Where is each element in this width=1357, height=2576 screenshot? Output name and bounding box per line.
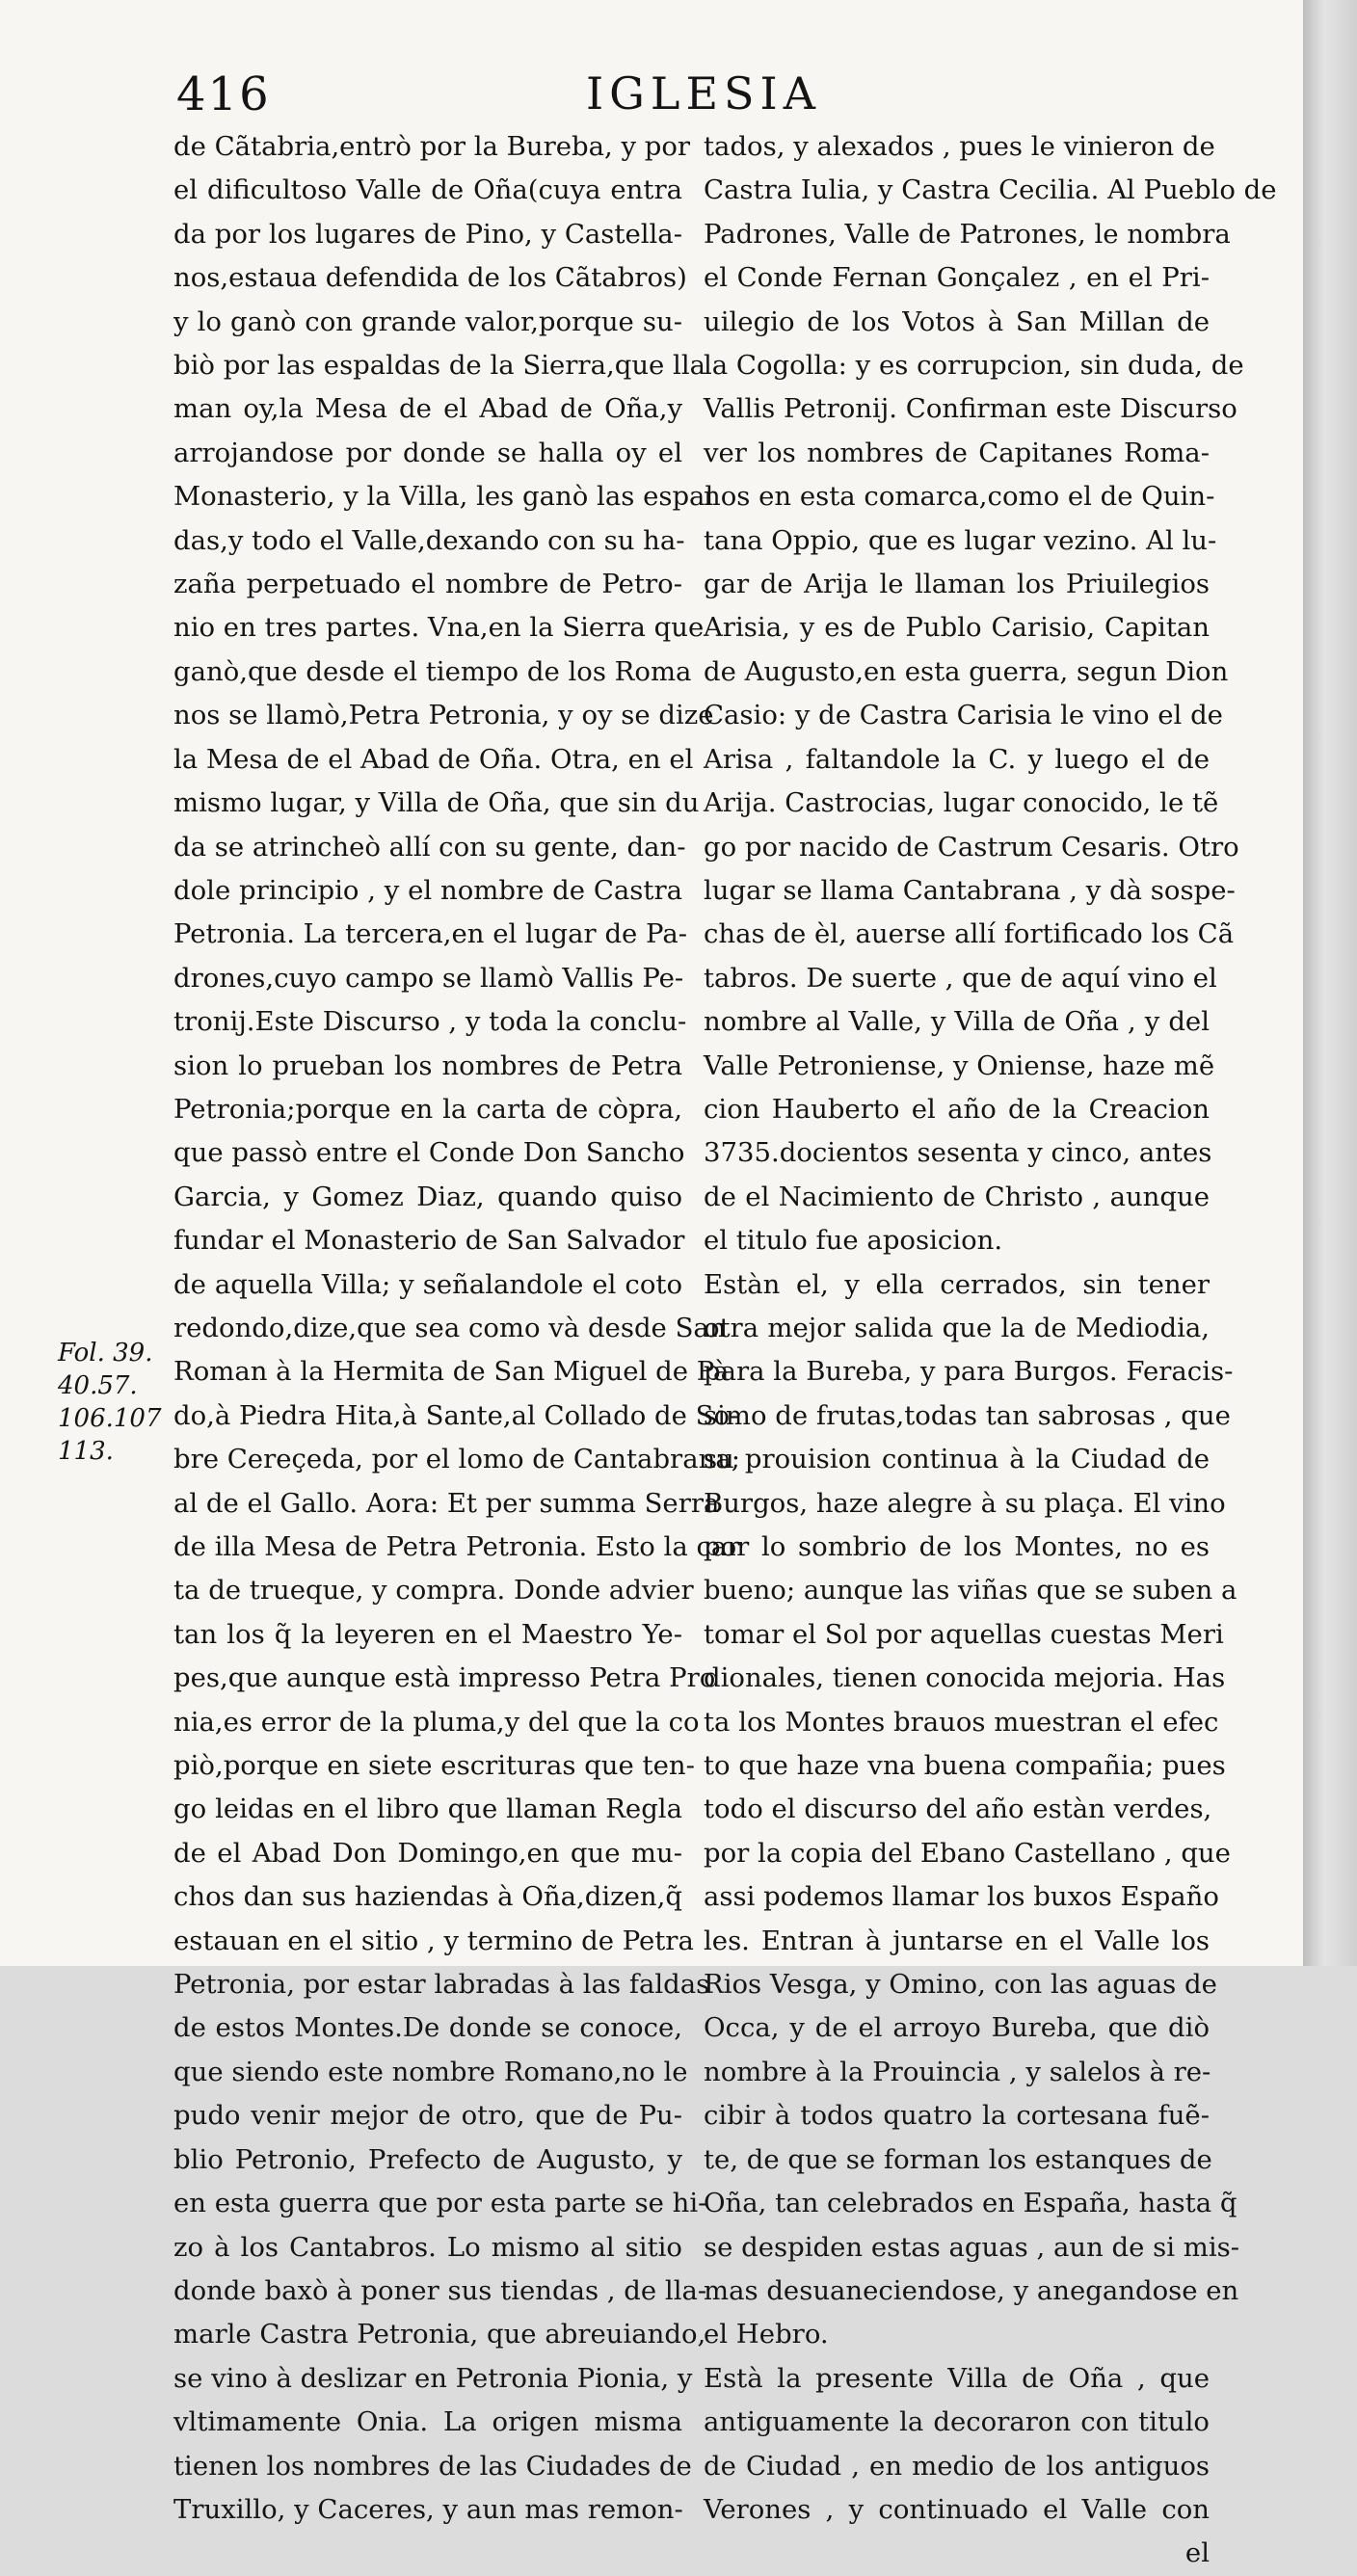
text-line: y lo ganò con grande valor,porque su-: [173, 305, 682, 337]
text-line: la Mesa de el Abad de Oña. Otra, en el: [173, 743, 694, 775]
text-line: Occa, y de el arroyo Bureba, que diò: [704, 2012, 1210, 2044]
text-line: 3735.docientos sesenta y cinco, antes: [704, 1137, 1212, 1169]
text-line: Està la presente Villa de Oña , que: [704, 2362, 1210, 2394]
text-line: donde baxò à poner sus tiendas , de lla-: [173, 2274, 707, 2306]
text-line: drones,cuyo campo se llamò Vallis Pe-: [173, 962, 684, 994]
text-line: Verones , y continuado el Valle con: [704, 2493, 1210, 2525]
text-line: se vino à deslizar en Petronia Pionia, y: [173, 2362, 693, 2394]
text-line: Burgos, haze alegre à su plaça. El vino: [704, 1487, 1226, 1519]
text-line: tana Oppio, que es lugar vezino. Al lu-: [704, 524, 1217, 556]
text-line: nio en tres partes. Vna,en la Sierra que: [173, 612, 705, 644]
text-line: sion lo prueban los nombres de Petra: [173, 1049, 682, 1081]
text-line: estauan en el sitio , y termino de Petra: [173, 1925, 694, 1956]
text-line: de Augusto,en esta guerra, segun Dion: [704, 655, 1229, 687]
text-line: tan los q̃ la leyeren en el Maestro Ye-: [173, 1618, 682, 1650]
text-line: Oña, tan celebrados en España, hasta q̃: [704, 2188, 1237, 2219]
text-line: de Ciudad , en medio de los antiguos: [704, 2450, 1210, 2482]
text-line: Valle Petroniense, y Oniense, haze mẽ: [704, 1049, 1215, 1081]
text-line: Vallis Petronij. Confirman este Discurso: [704, 393, 1237, 425]
text-line: de estos Montes.De donde se conoce,: [173, 2012, 682, 2044]
text-line: lugar se llama Cantabrana , y dà sospe-: [704, 874, 1236, 906]
text-line: en esta guerra que por esta parte se hi-: [173, 2188, 707, 2219]
text-line: dole principio , y el nombre de Castra: [173, 874, 682, 906]
margin-note: [58, 1438, 173, 1465]
text-line: da se atrincheò allí con su gente, dan-: [173, 831, 686, 863]
text-line: do,à Piedra Hita,à Sante,al Collado de So-: [173, 1399, 739, 1431]
text-line: ta de trueque, y compra. Donde advier: [173, 1575, 694, 1607]
text-line: mismo lugar, y Villa de Oña, que sin du: [173, 787, 700, 819]
text-line: chos dan sus haziendas à Oña,dizen,q̃: [173, 1881, 682, 1913]
text-line: te, de que se forman los estanques de: [704, 2143, 1212, 2175]
text-line: al de el Gallo. Aora: Et per summa Serra: [173, 1487, 720, 1519]
text-line: de el Abad Don Domingo,en que mu-: [173, 1837, 682, 1869]
left-text-column: [173, 125, 740, 2532]
margin-note-line: 40.57.: [58, 1371, 138, 1400]
catchword: el: [1184, 2537, 1210, 2569]
text-line: la Cogolla: y es corrupcion, sin duda, de: [704, 350, 1244, 382]
text-line: nos,estaua defendida de los Cãtabros): [173, 262, 687, 294]
text-line: otra mejor salida que la de Mediodia,: [704, 1312, 1210, 1343]
text-line: ta los Montes brauos muestran el efec: [704, 1706, 1219, 1738]
text-line: uilegio de los Votos à San Millan de: [704, 305, 1210, 337]
text-line: piò,porque en siete escrituras que ten-: [173, 1750, 695, 1782]
text-line: por lo sombrio de los Montes, no es: [704, 1531, 1210, 1562]
text-line: dionales, tienen conocida mejoria. Has: [704, 1662, 1226, 1694]
running-head: IGLESIA: [586, 67, 821, 120]
text-line: ver los nombres de Capitanes Roma-: [704, 437, 1210, 468]
text-line: pudo venir mejor de otro, que de Pu-: [173, 2100, 682, 2132]
text-line: por la copia del Ebano Castellano , que: [704, 1837, 1231, 1869]
right-text-column: [704, 125, 1277, 2576]
text-line: para la Bureba, y para Burgos. Feracis-: [704, 1356, 1234, 1388]
text-line: mas desuaneciendose, y anegandose en: [704, 2274, 1239, 2306]
text-line: Garcia, y Gomez Diaz, quando quiso: [173, 1181, 682, 1212]
text-line: de el Nacimiento de Christo , aunque: [704, 1181, 1210, 1212]
text-line: Arija. Castrocias, lugar conocido, le tẽ: [704, 787, 1219, 819]
text-line: assi podemos llamar los buxos Españo: [704, 1881, 1219, 1913]
text-line: tados, y alexados , pues le vinieron de: [704, 131, 1215, 162]
margin-note-line: 113.: [58, 1437, 114, 1466]
margin-note: [58, 1340, 173, 1367]
text-line: de illa Mesa de Petra Petronia. Esto la car: [173, 1531, 740, 1562]
text-line: nos se llamò,Petra Petronia, y oy se dize: [173, 700, 714, 731]
text-line: el Hebro.: [704, 2319, 829, 2350]
text-line: Castra Iulia, y Castra Cecilia. Al Pueblo de: [704, 174, 1277, 206]
text-line: das,y todo el Valle,dexando con su ha-: [173, 524, 685, 556]
text-line: arrojandose por donde se halla oy el: [173, 437, 682, 468]
text-line: que passò entre el Conde Don Sancho: [173, 1137, 685, 1169]
text-line: cibir à todos quatro la cortesana fuẽ-: [704, 2100, 1210, 2132]
margin-note-line: 106.107: [58, 1404, 162, 1433]
text-line: de Cãtabria,entrò por la Bureba, y por: [173, 131, 691, 162]
text-line: go leidas en el libro que llaman Regla: [173, 1793, 682, 1825]
text-line: el Conde Fernan Gonçalez , en el Pri-: [704, 262, 1210, 294]
text-line: blio Petronio, Prefecto de Augusto, y: [173, 2143, 682, 2175]
text-line: zo à los Cantabros. Lo mismo al sitio: [173, 2231, 682, 2263]
text-line: simo de frutas,todas tan sabrosas , que: [704, 1399, 1231, 1431]
margin-note: [58, 1372, 173, 1399]
text-line: tronij.Este Discurso , y toda la conclu-: [173, 1006, 687, 1038]
text-line: que siendo este nombre Romano,no le: [173, 2056, 688, 2087]
text-line: nos en esta comarca,como el de Quin-: [704, 481, 1215, 513]
text-line: Rios Vesga, y Omino, con las aguas de: [704, 1969, 1217, 2001]
text-line: Casio: y de Castra Carisia le vino el de: [704, 700, 1223, 731]
text-line: gar de Arija le llaman los Priuilegios: [704, 569, 1210, 600]
text-line: Petronia;porque en la carta de còpra,: [173, 1093, 682, 1125]
text-line: chas de èl, auerse allí fortificado los Cã: [704, 918, 1235, 950]
text-line: man oy,la Mesa de el Abad de Oña,y: [173, 393, 682, 425]
text-line: tienen los nombres de las Ciudades de: [173, 2450, 692, 2482]
page-edge: [1303, 0, 1357, 1966]
margin-note: [58, 1405, 173, 1432]
text-line: Truxillo, y Caceres, y aun mas remon-: [173, 2493, 683, 2525]
text-line: biò por las espaldas de la Sierra,que lla: [173, 350, 706, 382]
text-line: nia,es error de la pluma,y del que la co: [173, 1706, 700, 1738]
text-line: se despiden estas aguas , aun de si mis-: [704, 2231, 1240, 2263]
text-line: Petronia, por estar labradas à las faldas: [173, 1969, 710, 2001]
text-line: fundar el Monasterio de San Salvador: [173, 1225, 685, 1257]
text-line: da por los lugares de Pino, y Castella-: [173, 218, 682, 250]
text-line: nombre al Valle, y Villa de Oña , y del: [704, 1006, 1210, 1038]
text-line: zaña perpetuado el nombre de Petro-: [173, 569, 682, 600]
text-line: Monasterio, y la Villa, les ganò las espal: [173, 481, 714, 513]
text-line: el titulo fue aposicion.: [704, 1225, 1003, 1257]
text-line: vltimamente Onia. La origen misma: [173, 2406, 682, 2438]
text-line: bre Cereçeda, por el lomo de Cantabrana;: [173, 1444, 740, 1475]
text-line: de aquella Villa; y señalandole el coto: [173, 1268, 682, 1300]
text-line: todo el discurso del año estàn verdes,: [704, 1793, 1212, 1825]
text-line: Padrones, Valle de Patrones, le nombra: [704, 218, 1231, 250]
text-line: bueno; aunque las viñas que se suben a: [704, 1575, 1237, 1607]
text-line: tomar el Sol por aquellas cuestas Meri: [704, 1618, 1224, 1650]
text-line: nombre à la Prouincia , y salelos à re-: [704, 2056, 1211, 2087]
text-line: les. Entran à juntarse en el Valle los: [704, 1925, 1210, 1956]
text-line: Roman à la Hermita de San Miguel de Pà: [173, 1356, 730, 1388]
text-line: go por nacido de Castrum Cesaris. Otro: [704, 831, 1239, 863]
text-line: tabros. De suerte , que de aquí vino el: [704, 962, 1217, 994]
text-line: Estàn el, y ella cerrados, sin tener: [704, 1268, 1210, 1300]
text-line: pes,que aunque està impresso Petra Pro: [173, 1662, 716, 1694]
text-line: ganò,que desde el tiempo de los Roma: [173, 655, 692, 687]
text-line: redondo,dize,que sea como và desde San: [173, 1312, 727, 1343]
text-line: Petronia. La tercera,en el lugar de Pa-: [173, 918, 688, 950]
text-line: su prouision continua à la Ciudad de: [704, 1444, 1210, 1475]
text-line: el dificultoso Valle de Oña(cuya entra: [173, 174, 682, 206]
text-line: marle Castra Petronia, que abreuiando,: [173, 2319, 706, 2350]
page-number: 416: [176, 67, 271, 121]
text-line: Arisia, y es de Publo Carisio, Capitan: [704, 612, 1210, 644]
margin-note-line: Fol. 39.: [58, 1339, 153, 1368]
text-line: to que haze vna buena compañia; pues: [704, 1750, 1226, 1782]
text-line: antiguamente la decoraron con titulo: [704, 2406, 1210, 2438]
text-line: cion Hauberto el año de la Creacion: [704, 1093, 1210, 1125]
text-line: Arisa , faltandole la C. y luego el de: [704, 743, 1210, 775]
